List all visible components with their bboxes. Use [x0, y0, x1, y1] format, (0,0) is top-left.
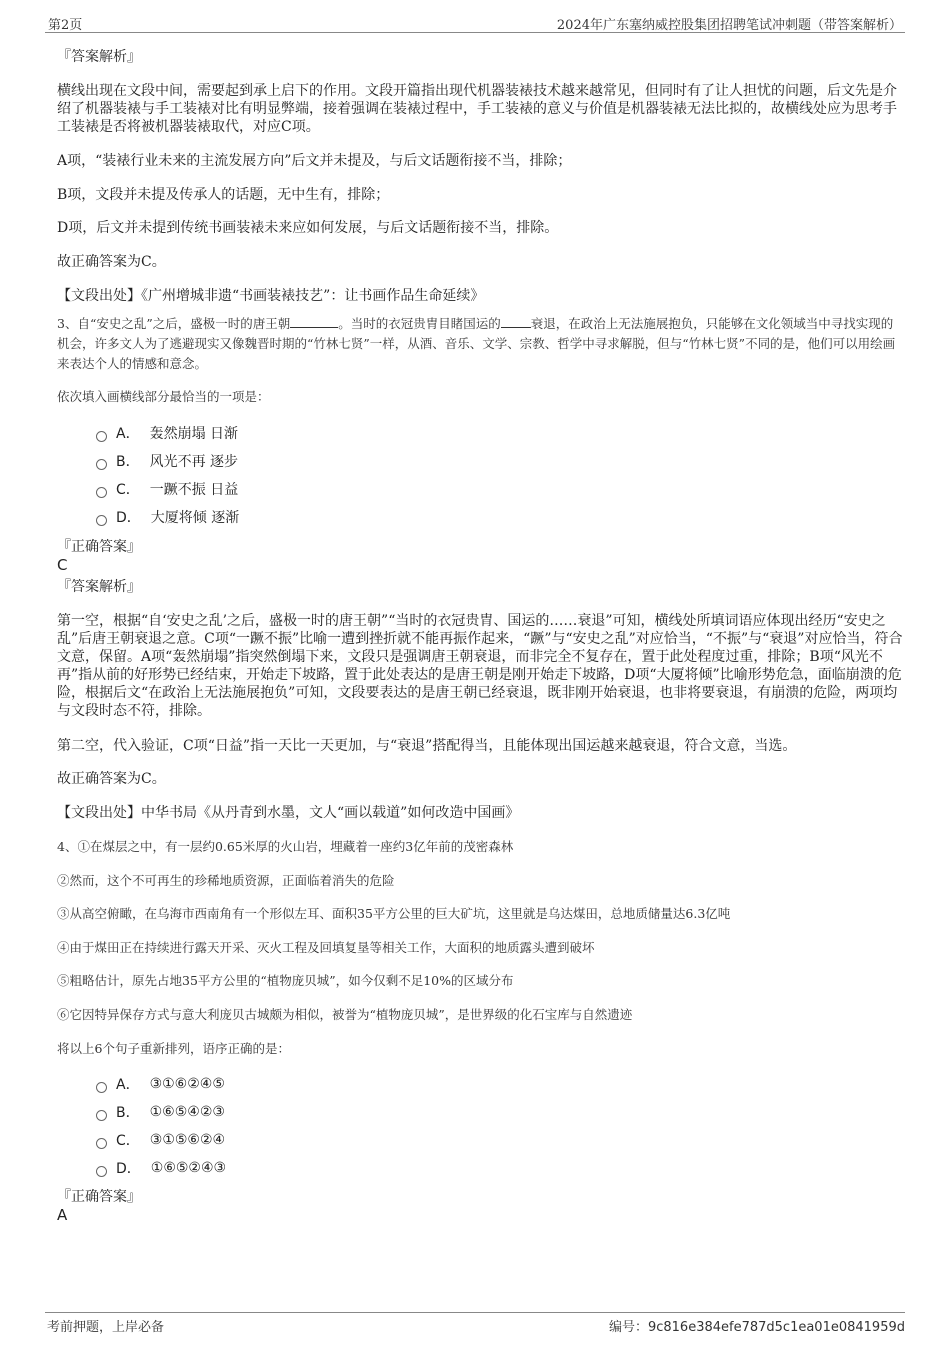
q4-sentence-5: ⑤粗略估计，原先占地35平方公里的“植物庞贝城”，如今仅剩不足10%的区域分布 — [57, 973, 514, 988]
code-label: 编号： — [608, 1320, 648, 1335]
q3-stem-part-b: 。当时的衣冠贵胄目睹国运的 — [338, 316, 501, 331]
page-header — [45, 12, 905, 33]
q3-blank-2 — [501, 315, 531, 328]
q3-option-d[interactable]: D． 大厦将倾 逐渐 — [96, 506, 239, 528]
q4-sentence-1: 4、①在煤层之中，有一层约0.65米厚的火山岩，埋藏着一座约3亿年前的茂密森林 — [57, 839, 514, 854]
q4-sentence-4: ④由于煤田正在持续进行露天开采、灭火工程及回填复垦等相关工作，大面积的地质露头遭到破坏 — [57, 940, 595, 955]
q3-stem-part-c: 衰退，在政治上无法施展抱负，只能够在文化领域当中寻找实现的机会，许多文人为了逃避现实又像魏晋时期的“竹林七贤”一样，从酒、音乐、文学、宗教、哲学中寻求解脱，但与“竹林七贤”不同的是，他们可以用绘画来表达个人的情感和意念。 — [57, 316, 896, 371]
q4-option-b[interactable]: B． ①⑥⑤④②③ — [96, 1101, 225, 1123]
radio-icon[interactable] — [96, 515, 107, 526]
q3-stem-part-a: 3、自“安史之乱”之后，盛极一时的唐王朝 — [57, 316, 291, 331]
q4-sentence-2: ②然而，这个不可再生的珍稀地质资源，正面临着消失的危险 — [57, 873, 395, 888]
q2-analysis-option-d: D项，后文并未提到传统书画装裱未来应如何发展，与后文话题衔接不当，排除。 — [57, 220, 559, 236]
q4-option-d[interactable]: D． ①⑥⑤②④③ — [96, 1157, 226, 1179]
q4-correct-label: 『正确答案』 — [57, 1189, 141, 1205]
q3-option-b[interactable]: B． 风光不再 逐步 — [96, 450, 238, 472]
radio-icon[interactable] — [96, 1110, 107, 1121]
document-title: 2024年广东塞纳威控股集团招聘笔试冲刺题（带答案解析） — [556, 18, 902, 33]
q3-option-a[interactable]: A． 轰然崩塌 日渐 — [96, 422, 238, 444]
document-code — [609, 1316, 905, 1335]
q4-option-a[interactable]: A． ③①⑥②④⑤ — [96, 1073, 225, 1095]
radio-icon[interactable] — [96, 1166, 107, 1177]
q2-analysis-option-b: B项，文段并未提及传承人的话题，无中生有，排除； — [57, 187, 390, 203]
q4-sentence-6: ⑥它因特异保存方式与意大利庞贝古城颇为相似，被誉为“植物庞贝城”，是世界级的化石宝库与自然遗迹 — [57, 1007, 633, 1022]
radio-icon[interactable] — [96, 1082, 107, 1093]
footer-slogan: 考前押题，上岸必备 — [47, 1320, 165, 1335]
q2-analysis-option-a: A项，“装裱行业未来的主流发展方向”后文并未提及，与后文话题衔接不当，排除； — [57, 153, 572, 169]
q2-analysis-para1: 横线出现在文段中间，需要起到承上启下的作用。文段开篇指出现代机器装裱技术越来越常见，但同时有了让人担忧的问题，后文先是介绍了机器装裱与手工装裱对比有明显弊端，接着强调在装裱过程中，手工装裱的意义与价值是机器装裱无法比拟的，故横线处应为思考手工装裱是否将被机器装裱取代，对应C项。 — [57, 83, 897, 135]
q3-conclusion: 故正确答案为C。 — [57, 771, 166, 787]
q3-correct-answer: C — [57, 556, 68, 574]
q3-option-c[interactable]: C． 一蹶不振 日益 — [96, 478, 238, 500]
radio-icon[interactable] — [96, 487, 107, 498]
q3-blank-1 — [290, 315, 338, 328]
q4-sentence-3: ③从高空俯瞰，在乌海市西南角有一个形似左耳、面积35平方公里的巨大矿坑，这里就是乌达煤田，总地质储量达6.3亿吨 — [57, 906, 731, 921]
q3-stem — [57, 314, 903, 374]
q4-correct-answer: A — [57, 1206, 68, 1224]
q2-analysis-label: 『答案解析』 — [57, 49, 141, 65]
page-footer — [45, 1312, 905, 1335]
q3-prompt: 依次填入画横线部分最恰当的一项是： — [57, 389, 270, 404]
page-number: 第2页 — [48, 18, 83, 33]
q4-option-c[interactable]: C． ③①⑤⑥②④ — [96, 1129, 225, 1151]
radio-icon[interactable] — [96, 431, 107, 442]
q2-source: 【文段出处】《广州增城非遗“书画装裱技艺”：让书画作品生命延续》 — [57, 288, 485, 304]
q3-correct-label: 『正确答案』 — [57, 539, 141, 555]
radio-icon[interactable] — [96, 459, 107, 470]
q4-prompt: 将以上6个句子重新排列，语序正确的是： — [57, 1041, 290, 1056]
radio-icon[interactable] — [96, 1138, 107, 1149]
q3-source: 【文段出处】中华书局《从丹青到水墨，文人“画以载道”如何改造中国画》 — [57, 805, 520, 821]
code-value: 9c816e384efe787d5c1ea01e0841959d — [647, 1320, 905, 1335]
q3-analysis-para1: 第一空，根据“自‘安史之乱’之后，盛极一时的唐王朝”“当时的衣冠贵胄、国运的……衰退”可知，横线处所填词语应体现出经历“安史之乱”后唐王朝衰退之意。C项“一蹶不振”比喻一遭到挫折就不能再振作起来，“蹶”与“安史之乱”对应恰当，“不振”与“衰退”对应恰当，符合文意，保留。A项“轰然崩塌”指突然倒塌下来，文段只是强调唐王朝衰退，而非完全不复存在，置于此处程度过重，排除；B项“风光不再”指从前的好形势已经结束，开始走下坡路，置于此处表达的是唐王朝是刚开始走下坡路，D项“大厦将倾”比喻形势危急，面临崩溃的危险，根据后文“在政治上无法施展抱负”可知，文段要表达的是唐王朝已经衰退，既非刚开始衰退，也非将要衰退，有崩溃的危险，两项均与文段时态不符，排除。 — [57, 613, 903, 719]
q3-analysis-para2: 第二空，代入验证，C项“日益”指一天比一天更加，与“衰退”搭配得当，且能体现出国运越来越衰退，符合文意，当选。 — [57, 738, 797, 754]
q3-analysis-label: 『答案解析』 — [57, 579, 141, 595]
q2-conclusion: 故正确答案为C。 — [57, 254, 166, 270]
